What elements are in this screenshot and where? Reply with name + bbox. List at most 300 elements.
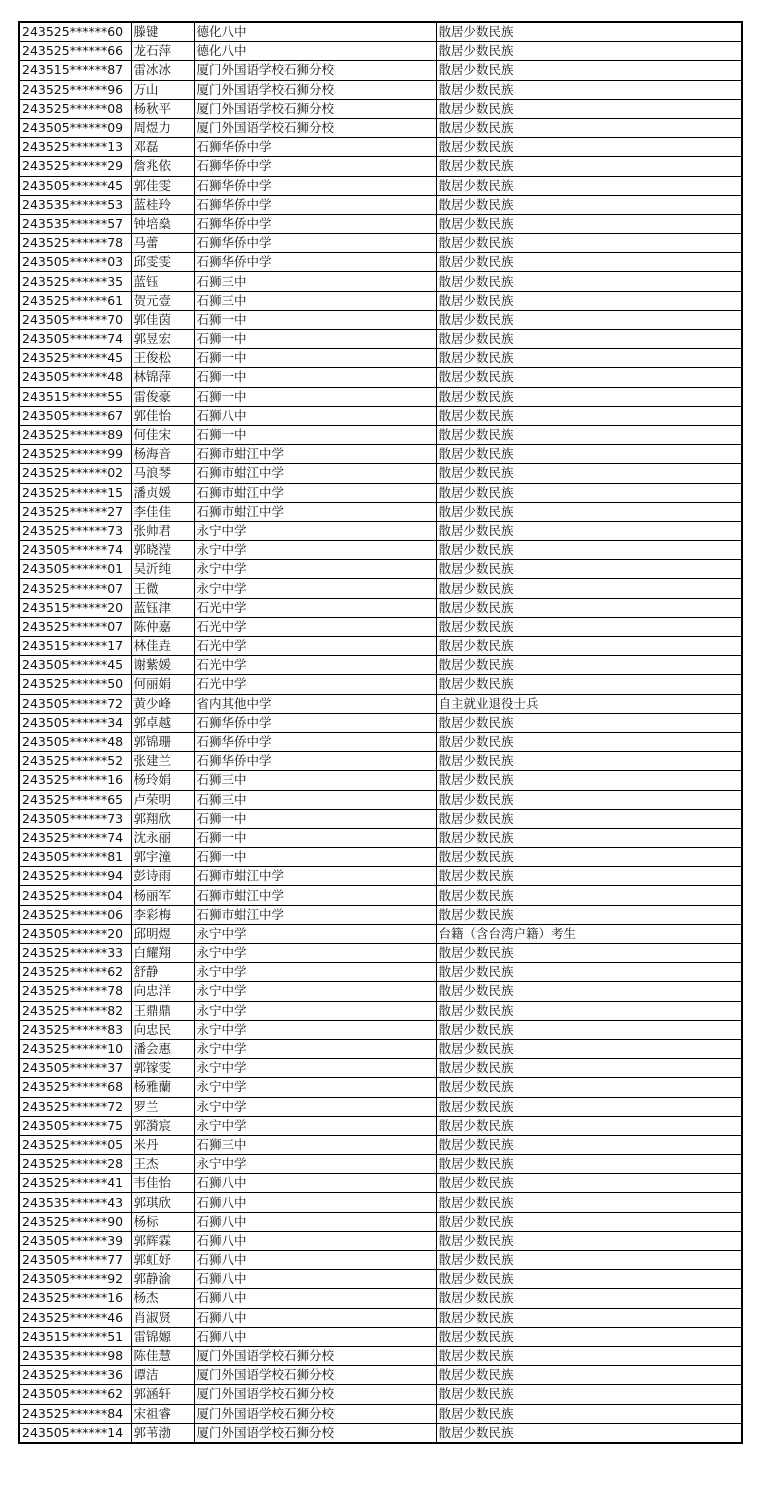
student-name-cell: 吴沂纯 — [131, 560, 194, 579]
category-cell: 散居少数民族 — [436, 1097, 742, 1116]
student-name-cell: 雷冰冰 — [131, 61, 194, 80]
table-row — [19, 752, 742, 771]
candidate-id-cell: 243505******70 — [19, 310, 131, 329]
candidate-id-cell: 243505******74 — [19, 541, 131, 560]
candidate-id-cell: 243515******87 — [19, 61, 131, 80]
student-name-cell: 杨杰 — [131, 1289, 194, 1308]
school-cell: 厦门外国语学校石狮分校 — [194, 61, 436, 80]
category-cell: 散居少数民族 — [436, 99, 742, 118]
candidate-id-cell: 243505******37 — [19, 1059, 131, 1078]
table-row — [19, 1212, 742, 1231]
table-row — [19, 886, 742, 905]
table-row — [19, 828, 742, 847]
category-cell: 散居少数民族 — [436, 253, 742, 272]
school-cell: 永宁中学 — [194, 944, 436, 963]
candidate-id-cell: 243525******10 — [19, 1039, 131, 1058]
student-name-cell: 詹兆依 — [131, 157, 194, 176]
table-row — [19, 598, 742, 617]
table-row — [19, 272, 742, 291]
table-row — [19, 80, 742, 99]
school-cell: 石狮市蚶江中学 — [194, 886, 436, 905]
candidate-id-cell: 243525******33 — [19, 944, 131, 963]
school-cell: 厦门外国语学校石狮分校 — [194, 1404, 436, 1423]
category-cell: 散居少数民族 — [436, 406, 742, 425]
school-cell: 石狮八中 — [194, 1289, 436, 1308]
table-row — [19, 61, 742, 80]
student-name-cell: 黄少峰 — [131, 694, 194, 713]
school-cell: 厦门外国语学校石狮分校 — [194, 1366, 436, 1385]
candidate-id-cell: 243525******02 — [19, 464, 131, 483]
category-cell: 散居少数民族 — [436, 310, 742, 329]
candidate-id-cell: 243525******04 — [19, 886, 131, 905]
student-name-cell: 白耀翔 — [131, 944, 194, 963]
category-cell: 散居少数民族 — [436, 828, 742, 847]
student-name-cell: 谭洁 — [131, 1366, 194, 1385]
school-cell: 石狮三中 — [194, 291, 436, 310]
student-name-cell: 王俊松 — [131, 349, 194, 368]
school-cell: 厦门外国语学校石狮分校 — [194, 1423, 436, 1443]
table-row — [19, 1251, 742, 1270]
school-cell: 永宁中学 — [194, 1001, 436, 1020]
school-cell: 石狮市蚶江中学 — [194, 502, 436, 521]
student-name-cell: 杨海音 — [131, 445, 194, 464]
school-cell: 永宁中学 — [194, 560, 436, 579]
category-cell: 散居少数民族 — [436, 1039, 742, 1058]
candidate-id-cell: 243505******09 — [19, 118, 131, 137]
candidate-id-cell: 243525******82 — [19, 1001, 131, 1020]
candidate-id-cell: 243505******48 — [19, 368, 131, 387]
candidate-id-cell: 243505******73 — [19, 809, 131, 828]
category-cell: 散居少数民族 — [436, 886, 742, 905]
school-cell: 石狮市蚶江中学 — [194, 867, 436, 886]
table-row — [19, 560, 742, 579]
table-row — [19, 464, 742, 483]
candidate-id-cell: 243505******34 — [19, 713, 131, 732]
student-name-cell: 雷俊豪 — [131, 387, 194, 406]
category-cell: 散居少数民族 — [436, 483, 742, 502]
student-name-cell: 蓝钰津 — [131, 598, 194, 617]
school-cell: 永宁中学 — [194, 924, 436, 943]
category-cell: 散居少数民族 — [436, 22, 742, 42]
school-cell: 永宁中学 — [194, 1078, 436, 1097]
candidate-id-cell: 243525******13 — [19, 138, 131, 157]
school-cell: 永宁中学 — [194, 1039, 436, 1058]
school-cell: 石狮华侨中学 — [194, 752, 436, 771]
roster-table — [18, 21, 743, 1444]
category-cell: 散居少数民族 — [436, 445, 742, 464]
category-cell: 散居少数民族 — [436, 1155, 742, 1174]
candidate-id-cell: 243505******67 — [19, 406, 131, 425]
student-name-cell: 马浪琴 — [131, 464, 194, 483]
category-cell: 散居少数民族 — [436, 944, 742, 963]
student-name-cell: 龙石萍 — [131, 42, 194, 61]
candidate-id-cell: 243525******08 — [19, 99, 131, 118]
school-cell: 石狮华侨中学 — [194, 234, 436, 253]
category-cell: 散居少数民族 — [436, 637, 742, 656]
table-row — [19, 1020, 742, 1039]
candidate-id-cell: 243525******60 — [19, 22, 131, 42]
candidate-id-cell: 243505******03 — [19, 253, 131, 272]
candidate-id-cell: 243515******20 — [19, 598, 131, 617]
candidate-id-cell: 243525******28 — [19, 1155, 131, 1174]
category-cell: 散居少数民族 — [436, 617, 742, 636]
school-cell: 永宁中学 — [194, 541, 436, 560]
student-name-cell: 米丹 — [131, 1135, 194, 1154]
student-name-cell: 万山 — [131, 80, 194, 99]
school-cell: 永宁中学 — [194, 579, 436, 598]
candidate-id-cell: 243525******94 — [19, 867, 131, 886]
category-cell: 散居少数民族 — [436, 732, 742, 751]
table-row — [19, 445, 742, 464]
school-cell: 石光中学 — [194, 598, 436, 617]
school-cell: 石狮华侨中学 — [194, 138, 436, 157]
category-cell: 散居少数民族 — [436, 1251, 742, 1270]
table-row — [19, 157, 742, 176]
category-cell: 散居少数民族 — [436, 1327, 742, 1346]
table-row — [19, 924, 742, 943]
school-cell: 永宁中学 — [194, 1116, 436, 1135]
school-cell: 石狮华侨中学 — [194, 253, 436, 272]
school-cell: 石狮八中 — [194, 1231, 436, 1250]
school-cell: 石狮华侨中学 — [194, 732, 436, 751]
category-cell: 散居少数民族 — [436, 234, 742, 253]
school-cell: 石狮八中 — [194, 1251, 436, 1270]
category-cell: 散居少数民族 — [436, 349, 742, 368]
category-cell: 散居少数民族 — [436, 291, 742, 310]
table-row — [19, 521, 742, 540]
candidate-id-cell: 243525******72 — [19, 1097, 131, 1116]
table-row — [19, 694, 742, 713]
school-cell: 石狮华侨中学 — [194, 157, 436, 176]
school-cell: 石光中学 — [194, 637, 436, 656]
category-cell: 散居少数民族 — [436, 61, 742, 80]
table-row — [19, 1327, 742, 1346]
student-name-cell: 谢紫媛 — [131, 656, 194, 675]
student-name-cell: 潘会惠 — [131, 1039, 194, 1058]
category-cell: 散居少数民族 — [436, 1212, 742, 1231]
student-name-cell: 向忠洋 — [131, 982, 194, 1001]
candidate-id-cell: 243505******01 — [19, 560, 131, 579]
category-cell: 自主就业退役士兵 — [436, 694, 742, 713]
candidate-id-cell: 243505******92 — [19, 1270, 131, 1289]
student-name-cell: 陈仲嘉 — [131, 617, 194, 636]
table-row — [19, 963, 742, 982]
table-row — [19, 790, 742, 809]
candidate-id-cell: 243505******45 — [19, 176, 131, 195]
candidate-id-cell: 243505******45 — [19, 656, 131, 675]
school-cell: 厦门外国语学校石狮分校 — [194, 118, 436, 137]
school-cell: 石狮一中 — [194, 349, 436, 368]
table-row — [19, 22, 742, 42]
school-cell: 厦门外国语学校石狮分校 — [194, 99, 436, 118]
student-name-cell: 邱明煜 — [131, 924, 194, 943]
category-cell: 散居少数民族 — [436, 425, 742, 444]
student-name-cell: 郭卓越 — [131, 713, 194, 732]
candidate-id-cell: 243505******77 — [19, 1251, 131, 1270]
school-cell: 石狮三中 — [194, 1135, 436, 1154]
school-cell: 厦门外国语学校石狮分校 — [194, 80, 436, 99]
table-row — [19, 1059, 742, 1078]
candidate-id-cell: 243525******07 — [19, 617, 131, 636]
student-name-cell: 雷锦嫄 — [131, 1327, 194, 1346]
category-cell: 散居少数民族 — [436, 157, 742, 176]
school-cell: 石狮一中 — [194, 387, 436, 406]
candidate-id-cell: 243525******27 — [19, 502, 131, 521]
table-row — [19, 253, 742, 272]
table-row — [19, 579, 742, 598]
student-name-cell: 林佳垚 — [131, 637, 194, 656]
table-row — [19, 138, 742, 157]
category-cell: 散居少数民族 — [436, 138, 742, 157]
school-cell: 永宁中学 — [194, 1020, 436, 1039]
category-cell: 散居少数民族 — [436, 176, 742, 195]
category-cell: 散居少数民族 — [436, 80, 742, 99]
candidate-id-cell: 243505******14 — [19, 1423, 131, 1443]
candidate-id-cell: 243525******62 — [19, 963, 131, 982]
school-cell: 石狮三中 — [194, 771, 436, 790]
table-row — [19, 1404, 742, 1423]
table-row — [19, 387, 742, 406]
student-name-cell: 蓝钰 — [131, 272, 194, 291]
candidate-id-cell: 243525******52 — [19, 752, 131, 771]
candidate-id-cell: 243525******90 — [19, 1212, 131, 1231]
candidate-id-cell: 243525******65 — [19, 790, 131, 809]
candidate-id-cell: 243535******57 — [19, 214, 131, 233]
candidate-id-cell: 243525******07 — [19, 579, 131, 598]
student-name-cell: 郭漪宸 — [131, 1116, 194, 1135]
school-cell: 永宁中学 — [194, 1059, 436, 1078]
table-row — [19, 617, 742, 636]
student-name-cell: 滕键 — [131, 22, 194, 42]
candidate-id-cell: 243525******99 — [19, 445, 131, 464]
table-row — [19, 809, 742, 828]
student-name-cell: 杨标 — [131, 1212, 194, 1231]
category-cell: 散居少数民族 — [436, 1289, 742, 1308]
table-row — [19, 483, 742, 502]
school-cell: 石狮八中 — [194, 1327, 436, 1346]
school-cell: 省内其他中学 — [194, 694, 436, 713]
category-cell: 散居少数民族 — [436, 867, 742, 886]
student-name-cell: 钟培燊 — [131, 214, 194, 233]
student-name-cell: 张建兰 — [131, 752, 194, 771]
student-name-cell: 王鼎鼎 — [131, 1001, 194, 1020]
student-name-cell: 王微 — [131, 579, 194, 598]
table-row — [19, 1193, 742, 1212]
category-cell: 散居少数民族 — [436, 541, 742, 560]
school-cell: 永宁中学 — [194, 963, 436, 982]
category-cell: 散居少数民族 — [436, 214, 742, 233]
table-row — [19, 982, 742, 1001]
table-row — [19, 848, 742, 867]
candidate-id-cell: 243505******62 — [19, 1385, 131, 1404]
school-cell: 石狮华侨中学 — [194, 176, 436, 195]
student-name-cell: 郭涵轩 — [131, 1385, 194, 1404]
table-row — [19, 732, 742, 751]
category-cell: 散居少数民族 — [436, 330, 742, 349]
candidate-id-cell: 243525******89 — [19, 425, 131, 444]
student-name-cell: 林锦萍 — [131, 368, 194, 387]
student-name-cell: 邓磊 — [131, 138, 194, 157]
school-cell: 厦门外国语学校石狮分校 — [194, 1385, 436, 1404]
school-cell: 石狮市蚶江中学 — [194, 483, 436, 502]
student-name-cell: 郭昱宏 — [131, 330, 194, 349]
school-cell: 石狮一中 — [194, 828, 436, 847]
candidate-id-cell: 243525******78 — [19, 982, 131, 1001]
table-row — [19, 310, 742, 329]
student-name-cell: 郭苇渤 — [131, 1423, 194, 1443]
table-row — [19, 1039, 742, 1058]
student-name-cell: 沈永丽 — [131, 828, 194, 847]
student-name-cell: 何佳宋 — [131, 425, 194, 444]
candidate-id-cell: 243515******55 — [19, 387, 131, 406]
table-row — [19, 1289, 742, 1308]
category-cell: 台籍（含台湾户籍）考生 — [436, 924, 742, 943]
table-row — [19, 234, 742, 253]
table-row — [19, 1174, 742, 1193]
table-row — [19, 1346, 742, 1365]
student-name-cell: 郭琪欣 — [131, 1193, 194, 1212]
candidate-id-cell: 243535******98 — [19, 1346, 131, 1365]
student-name-cell: 杨雅蘭 — [131, 1078, 194, 1097]
table-row — [19, 713, 742, 732]
table-row — [19, 867, 742, 886]
table-row — [19, 1097, 742, 1116]
candidate-id-cell: 243525******46 — [19, 1308, 131, 1327]
school-cell: 永宁中学 — [194, 982, 436, 1001]
candidate-id-cell: 243505******75 — [19, 1116, 131, 1135]
candidate-id-cell: 243525******84 — [19, 1404, 131, 1423]
school-cell: 石狮八中 — [194, 1174, 436, 1193]
category-cell: 散居少数民族 — [436, 560, 742, 579]
category-cell: 散居少数民族 — [436, 1423, 742, 1443]
candidate-id-cell: 243535******53 — [19, 195, 131, 214]
school-cell: 石狮八中 — [194, 1270, 436, 1289]
school-cell: 石狮八中 — [194, 406, 436, 425]
table-row — [19, 214, 742, 233]
candidate-id-cell: 243525******73 — [19, 521, 131, 540]
student-name-cell: 卢荣明 — [131, 790, 194, 809]
candidate-id-cell: 243525******74 — [19, 828, 131, 847]
student-name-cell: 张帅君 — [131, 521, 194, 540]
school-cell: 石狮三中 — [194, 790, 436, 809]
category-cell: 散居少数民族 — [436, 675, 742, 694]
table-row — [19, 368, 742, 387]
candidate-id-cell: 243525******45 — [19, 349, 131, 368]
student-name-cell: 郭镓雯 — [131, 1059, 194, 1078]
roster-body — [19, 22, 742, 1443]
table-row — [19, 905, 742, 924]
school-cell: 石狮一中 — [194, 848, 436, 867]
candidate-id-cell: 243525******96 — [19, 80, 131, 99]
school-cell: 石狮市蚶江中学 — [194, 905, 436, 924]
school-cell: 石狮三中 — [194, 272, 436, 291]
school-cell: 石光中学 — [194, 656, 436, 675]
school-cell: 石狮华侨中学 — [194, 713, 436, 732]
candidate-id-cell: 243525******29 — [19, 157, 131, 176]
student-name-cell: 舒静 — [131, 963, 194, 982]
table-row — [19, 944, 742, 963]
category-cell: 散居少数民族 — [436, 464, 742, 483]
school-cell: 石狮八中 — [194, 1193, 436, 1212]
candidate-id-cell: 243515******51 — [19, 1327, 131, 1346]
candidate-id-cell: 243525******41 — [19, 1174, 131, 1193]
table-row — [19, 195, 742, 214]
category-cell: 散居少数民族 — [436, 118, 742, 137]
candidate-id-cell: 243505******74 — [19, 330, 131, 349]
school-cell: 永宁中学 — [194, 1155, 436, 1174]
candidate-id-cell: 243525******05 — [19, 1135, 131, 1154]
student-name-cell: 郭翔欣 — [131, 809, 194, 828]
category-cell: 散居少数民族 — [436, 905, 742, 924]
candidate-id-cell: 243505******48 — [19, 732, 131, 751]
candidate-id-cell: 243525******35 — [19, 272, 131, 291]
student-name-cell: 肖淑贤 — [131, 1308, 194, 1327]
table-row — [19, 425, 742, 444]
table-row — [19, 330, 742, 349]
candidate-id-cell: 243505******20 — [19, 924, 131, 943]
category-cell: 散居少数民族 — [436, 1231, 742, 1250]
category-cell: 散居少数民族 — [436, 1135, 742, 1154]
school-cell: 石狮市蚶江中学 — [194, 464, 436, 483]
table-row — [19, 406, 742, 425]
candidate-id-cell: 243525******78 — [19, 234, 131, 253]
student-name-cell: 郭虹妤 — [131, 1251, 194, 1270]
student-name-cell: 李佳佳 — [131, 502, 194, 521]
student-name-cell: 王杰 — [131, 1155, 194, 1174]
category-cell: 散居少数民族 — [436, 1116, 742, 1135]
student-name-cell: 郭静渝 — [131, 1270, 194, 1289]
candidate-id-cell: 243505******39 — [19, 1231, 131, 1250]
table-row — [19, 349, 742, 368]
category-cell: 散居少数民族 — [436, 1308, 742, 1327]
candidate-id-cell: 243525******15 — [19, 483, 131, 502]
category-cell: 散居少数民族 — [436, 1001, 742, 1020]
category-cell: 散居少数民族 — [436, 848, 742, 867]
student-name-cell: 邱雯雯 — [131, 253, 194, 272]
roster-sheet — [18, 21, 741, 1444]
table-row — [19, 637, 742, 656]
student-name-cell: 杨丽军 — [131, 886, 194, 905]
school-cell: 石光中学 — [194, 617, 436, 636]
table-row — [19, 656, 742, 675]
school-cell: 石狮市蚶江中学 — [194, 445, 436, 464]
category-cell: 散居少数民族 — [436, 752, 742, 771]
school-cell: 永宁中学 — [194, 1097, 436, 1116]
student-name-cell: 郭晓滢 — [131, 541, 194, 560]
school-cell: 石狮一中 — [194, 809, 436, 828]
student-name-cell: 杨玲娟 — [131, 771, 194, 790]
category-cell: 散居少数民族 — [436, 963, 742, 982]
category-cell: 散居少数民族 — [436, 1020, 742, 1039]
category-cell: 散居少数民族 — [436, 1193, 742, 1212]
category-cell: 散居少数民族 — [436, 1078, 742, 1097]
category-cell: 散居少数民族 — [436, 1346, 742, 1365]
student-name-cell: 罗兰 — [131, 1097, 194, 1116]
student-name-cell: 李彩梅 — [131, 905, 194, 924]
category-cell: 散居少数民族 — [436, 713, 742, 732]
student-name-cell: 陈佳慧 — [131, 1346, 194, 1365]
candidate-id-cell: 243525******66 — [19, 42, 131, 61]
table-row — [19, 99, 742, 118]
student-name-cell: 杨秋平 — [131, 99, 194, 118]
table-row — [19, 1366, 742, 1385]
candidate-id-cell: 243505******81 — [19, 848, 131, 867]
category-cell: 散居少数民族 — [436, 387, 742, 406]
student-name-cell: 彭诗雨 — [131, 867, 194, 886]
table-row — [19, 1385, 742, 1404]
category-cell: 散居少数民族 — [436, 579, 742, 598]
category-cell: 散居少数民族 — [436, 1270, 742, 1289]
